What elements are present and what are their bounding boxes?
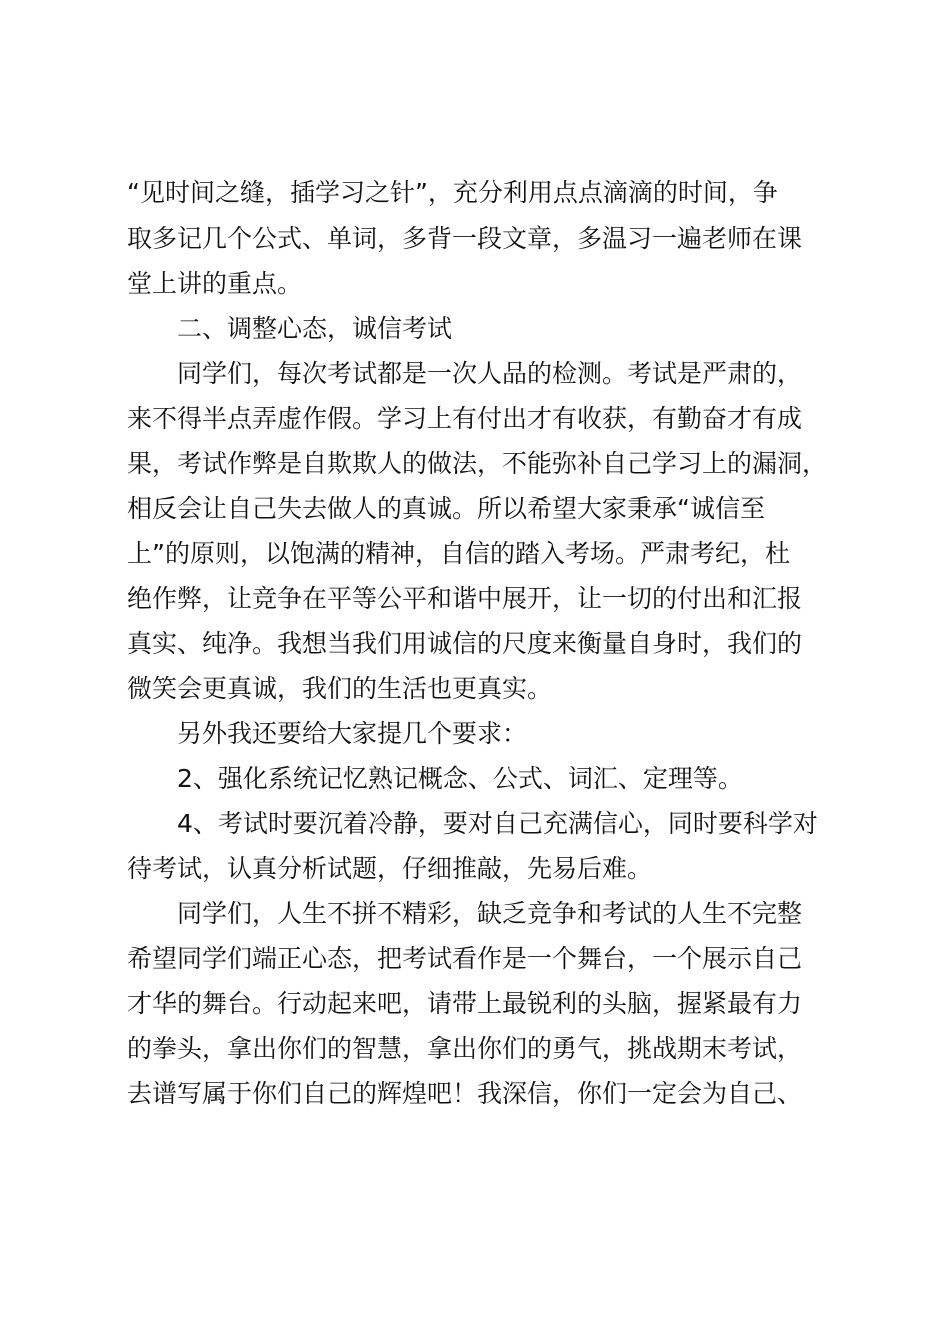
text-line: 待考试，认真分析试题，仔细推敲，先易后难。 [127,854,653,883]
text-line: 堂上讲的重点。 [127,269,303,298]
text-line: 取多记几个公式、单词，多背一段文章，多温习一遍老师在课 [127,224,803,253]
text-line: 去谱写属于你们自己的辉煌吧！我深信，你们一定会为自己、 [127,1079,803,1108]
text-line: “见时间之缝，插学习之针”，充分利用点点滴滴的时间，争 [127,178,778,207]
text-line: 的拳头，拿出你们的智慧，拿出你们的勇气，挑战期末考试， [127,1034,803,1063]
section-heading: 二、调整心态，诚信考试 [177,314,453,343]
text-line: 真实、纯净。我想当我们用诚信的尺度来衡量自身时，我们的 [127,629,803,658]
text-line: 相反会让自己失去做人的真诚。所以希望大家秉承“诚信至 [127,494,765,523]
text-line: 来不得半点弄虚作假。学习上有付出才有收获，有勤奋才有成 [127,404,803,433]
text-line: 同学们，人生不拼不精彩，缺乏竞争和考试的人生不完整 [177,899,803,928]
text-line: 上”的原则，以饱满的精神，自信的踏入考场。严肃考纪，杜 [127,539,790,568]
text-line: 才华的舞台。行动起来吧，请带上最锐利的头脑，握紧最有力 [127,989,803,1018]
list-item: 2、强化系统记忆熟记概念、公式、词汇、定理等。 [177,764,743,793]
text-line: 希望同学们端正心态，把考试看作是一个舞台，一个展示自己 [127,944,803,973]
text-line: 微笑会更真诚，我们的生活也更真实。 [127,674,553,703]
list-item: 4、考试时要沉着冷静，要对自己充满信心，同时要科学对 [177,809,818,838]
text-line: 另外我还要给大家提几个要求： [177,719,528,748]
text-line: 同学们，每次考试都是一次人品的检测。考试是严肃的， [177,359,803,388]
text-line: 绝作弊，让竞争在平等公平和谐中展开，让一切的付出和汇报 [127,584,803,613]
text-line: 果，考试作弊是自欺欺人的做法，不能弥补自己学习上的漏洞， [127,449,828,478]
